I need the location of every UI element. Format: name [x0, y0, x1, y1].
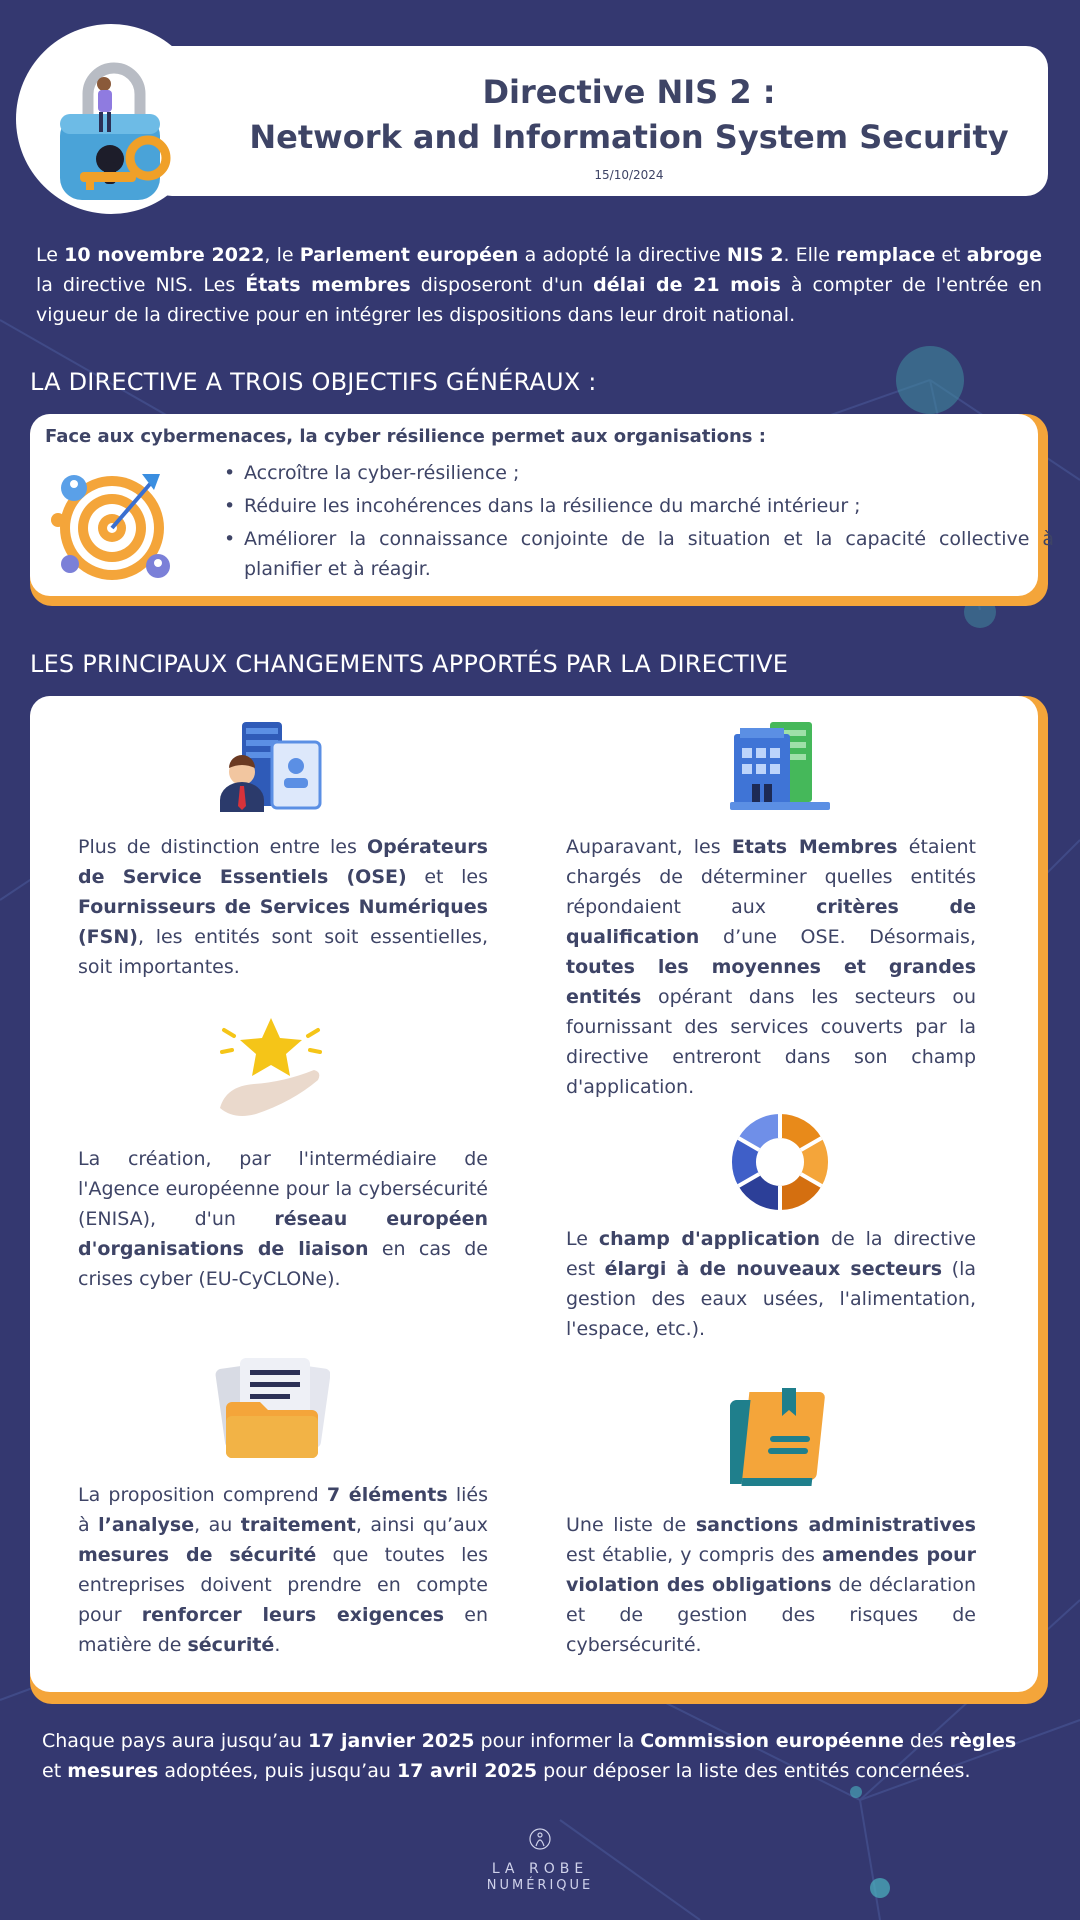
title-line-2: Network and Information System Security — [249, 118, 1009, 156]
footer-highlight: 17 avril 2025 — [396, 1760, 538, 1782]
donut-segments-icon — [730, 1112, 830, 1212]
title-card — [150, 46, 1048, 196]
footer-highlight: mesures — [67, 1760, 159, 1782]
title-line-1: Directive NIS 2 : — [482, 73, 776, 111]
footer-text: et — [42, 1760, 68, 1782]
target-icon — [46, 460, 176, 586]
change-text: , ainsi qu’aux — [355, 1514, 488, 1536]
footer-text: pour déposer la liste des entités concernées. — [537, 1760, 971, 1782]
objectives-heading: LA DIRECTIVE A TROIS OBJECTIFS GÉNÉRAUX : — [30, 368, 597, 396]
change-text: de la directive est — [566, 1228, 976, 1280]
change-text: La création, par l'intermédiaire de l'Agence européenne pour la cybersécurité (ENISA), d'un — [78, 1148, 488, 1230]
intro-text: a adopté la directive — [518, 244, 727, 266]
changes-heading: LES PRINCIPAUX CHANGEMENTS APPORTÉS PAR LA DIRECTIVE — [30, 650, 789, 678]
change-text: en matière de — [78, 1604, 488, 1656]
change-highlight: l’analyse — [98, 1514, 195, 1536]
footer-text: Chaque pays aura jusqu’au — [42, 1730, 308, 1752]
change-text: Une liste de — [566, 1514, 696, 1536]
padlock-key-icon — [16, 24, 206, 214]
footer-highlight: Commission européenne — [640, 1730, 904, 1752]
intro-text: et — [935, 244, 967, 266]
intro-text: . Elle — [783, 244, 837, 266]
change-text: (la gestion des eaux usées, l'alimentation, l'espace, etc.). — [566, 1258, 976, 1340]
intro-highlight: Parlement européen — [299, 244, 519, 266]
brand-subtitle: NUMÉRIQUE — [486, 1878, 594, 1893]
change-highlight: Fournisseurs de Services Numériques (FSN) — [78, 896, 488, 948]
change-highlight: réseau européen d'organisations de liaison — [78, 1208, 489, 1260]
intro-text: à compter de l'entrée en vigueur de la directive pour en intégrer les dispositions dans leur droit national. — [36, 274, 1042, 326]
intro-paragraph — [36, 240, 1042, 330]
objective-item: • Améliorer la connaissance conjointe de la situation et la capacité collective à planifier et à réagir. — [224, 524, 1054, 584]
change-highlight: critères de qualification — [566, 896, 976, 948]
change-highlight: champ d'application — [598, 1228, 821, 1250]
change-text: de déclaration et de gestion des risques de cybersécurité. — [566, 1574, 976, 1656]
intro-text: la directive NIS. Les — [36, 274, 246, 296]
footer-highlight: 17 janvier 2025 — [307, 1730, 475, 1752]
change-highlight: traitement — [240, 1514, 356, 1536]
objective-item: • Réduire les incohérences dans la résilience du marché intérieur ; — [224, 491, 1054, 521]
intro-text: Le — [36, 244, 65, 266]
change-highlight: Opérateurs de Service Essentiels (OSE) — [78, 836, 488, 888]
deadline-paragraph — [42, 1726, 1040, 1786]
objective-item: • Accroître la cyber-résilience ; — [224, 458, 1054, 488]
company-building-icon — [726, 720, 836, 812]
change-text: opérant dans les secteurs ou fournissant des services couverts par la directive entreront dans son champ d'application. — [566, 986, 976, 1098]
change-text: Le — [566, 1228, 599, 1250]
change-highlight: sécurité — [187, 1634, 275, 1656]
change-highlight: sanctions administratives — [695, 1514, 976, 1536]
change-text: liés à — [78, 1484, 489, 1536]
change-5-text — [78, 1480, 488, 1660]
publication-date: 15/10/2024 — [594, 168, 664, 182]
robe-logo-icon — [528, 1826, 552, 1852]
intro-highlight: remplace — [836, 244, 936, 266]
intro-text: , le — [264, 244, 300, 266]
change-text: que toutes les entreprises doivent prendre en compte pour — [78, 1544, 489, 1626]
objectives-card — [30, 414, 1054, 596]
change-1-text — [78, 832, 488, 982]
folder-documents-icon — [214, 1356, 330, 1460]
changes-card — [30, 696, 1038, 1692]
book-icon — [730, 1386, 834, 1492]
change-highlight: toutes les moyennes et grandes entités — [566, 956, 976, 1008]
change-2-text — [566, 832, 976, 1102]
brand-name: LA ROBE — [491, 1861, 589, 1877]
businessman-id-card-icon — [214, 720, 326, 812]
change-highlight: amendes pour violation des obligations — [566, 1544, 976, 1596]
change-highlight: mesures de sécurité — [78, 1544, 317, 1566]
objectives-lead: Face aux cybermenaces, la cyber résilience permet aux organisations : — [45, 426, 766, 447]
change-text: Auparavant, les — [566, 836, 732, 858]
change-6-text — [566, 1510, 976, 1660]
footer-text: pour informer la — [474, 1730, 641, 1752]
change-text: d’une OSE. Désormais, — [699, 926, 976, 948]
change-3-text — [78, 1144, 488, 1294]
change-highlight: 7 éléments — [326, 1484, 448, 1506]
change-text: étaient chargés de déterminer quelles entités répondaient aux — [566, 836, 976, 918]
footer-highlight: règles — [949, 1730, 1017, 1752]
hand-star-icon — [216, 1014, 326, 1120]
change-text: . — [274, 1634, 281, 1656]
change-text: en cas de crises cyber (EU-CyCLONe). — [78, 1238, 488, 1290]
intro-highlight: abroge — [966, 244, 1042, 266]
footer-text: adoptées, puis jusqu’au — [158, 1760, 397, 1782]
change-4-text — [566, 1224, 976, 1344]
logo-badge — [16, 24, 206, 214]
change-text: La proposition comprend — [78, 1484, 327, 1506]
brand-logo — [440, 1826, 640, 1894]
page-title — [210, 70, 1048, 160]
change-text: Plus de distinction entre les — [78, 836, 367, 858]
intro-text: disposeront d'un — [410, 274, 594, 296]
change-highlight: renforcer leurs exigences — [141, 1604, 445, 1626]
intro-highlight: délai de 21 mois — [593, 274, 781, 296]
intro-highlight: États membres — [245, 274, 411, 296]
intro-highlight: 10 novembre 2022 — [64, 244, 265, 266]
change-text: et les — [406, 866, 488, 888]
change-highlight: Etats Membres — [731, 836, 898, 858]
change-text: est établie, y compris des — [566, 1544, 822, 1566]
change-highlight: élargi à de nouveaux secteurs — [604, 1258, 943, 1280]
change-text: , au — [194, 1514, 241, 1536]
intro-highlight: NIS 2 — [726, 244, 784, 266]
objectives-list — [224, 458, 1054, 587]
footer-text: des — [903, 1730, 950, 1752]
change-text: , les entités sont soit essentielles, soit importantes. — [78, 926, 488, 978]
